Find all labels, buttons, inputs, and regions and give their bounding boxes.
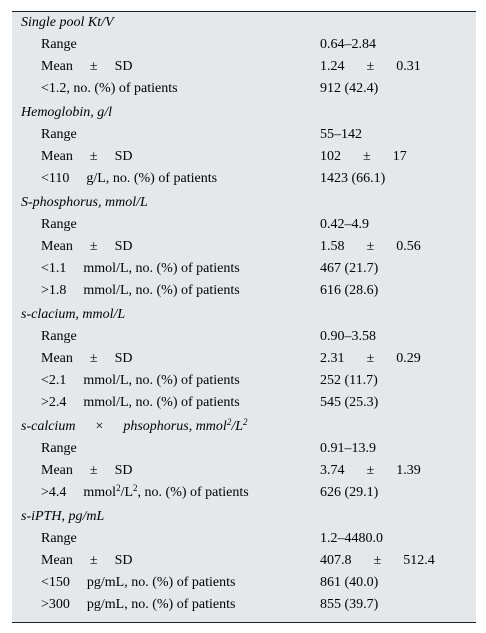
table-row: Range 0.90–3.58 <box>41 329 376 344</box>
table-row: <2.1 mmol/L, no. (%) of patients 252 (11.7) <box>41 373 378 388</box>
section-heading: S-phosphorus, mmol/L <box>21 195 148 210</box>
table-row: >4.4 $mmol^2/L^2$, no. (%) of patients 626 (29.1) <box>41 483 379 500</box>
table-row: Range 0.91–13.9 <box>41 441 376 456</box>
section-heading: Single pool Kt/V <box>21 15 114 30</box>
table-row: Mean ± SD 3.74 ± 1.39 <box>41 463 421 478</box>
table-row: <150 pg/mL, no. (%) of patients 861 (40.0) <box>41 575 379 590</box>
table-row: Range 0.64–2.84 <box>41 37 376 52</box>
section-heading: s-iPTH, pg/mL <box>21 509 105 524</box>
table-row: Mean ± SD 407.8 ± 512.4 <box>41 553 435 568</box>
table-row: Range 0.42–4.9 <box>41 217 369 232</box>
table-row: >1.8 mmol/L, no. (%) of patients 616 (28.6) <box>41 283 379 298</box>
lab-values-table <box>12 11 476 623</box>
table-row: <1.1 mmol/L, no. (%) of patients 467 (21.7) <box>41 261 379 276</box>
table-row: Mean ± SD 102 ± 17 <box>41 149 407 164</box>
table-row: <1.2, no. (%) of patients 912 (42.4) <box>41 81 379 96</box>
table-row: Mean ± SD 1.24 ± 0.31 <box>41 59 421 74</box>
section-heading: Hemoglobin, g/l <box>21 105 112 120</box>
table-row: >2.4 mmol/L, no. (%) of patients 545 (25.3) <box>41 395 379 410</box>
table-row: Range 1.2–4480.0 <box>41 531 383 546</box>
table-row: <110 g/L, no. (%) of patients 1423 (66.1) <box>41 171 386 186</box>
table-row: Mean ± SD 1.58 ± 0.56 <box>41 239 421 254</box>
table-row: >300 pg/mL, no. (%) of patients 855 (39.7) <box>41 597 379 612</box>
section-heading: s-calcium × phsophorus, $mmol^2/L^2$ <box>21 417 248 434</box>
section-heading: s-clacium, mmol/L <box>21 307 126 322</box>
table-row: Range 55–142 <box>41 127 362 142</box>
table-row: Mean ± SD 2.31 ± 0.29 <box>41 351 421 366</box>
